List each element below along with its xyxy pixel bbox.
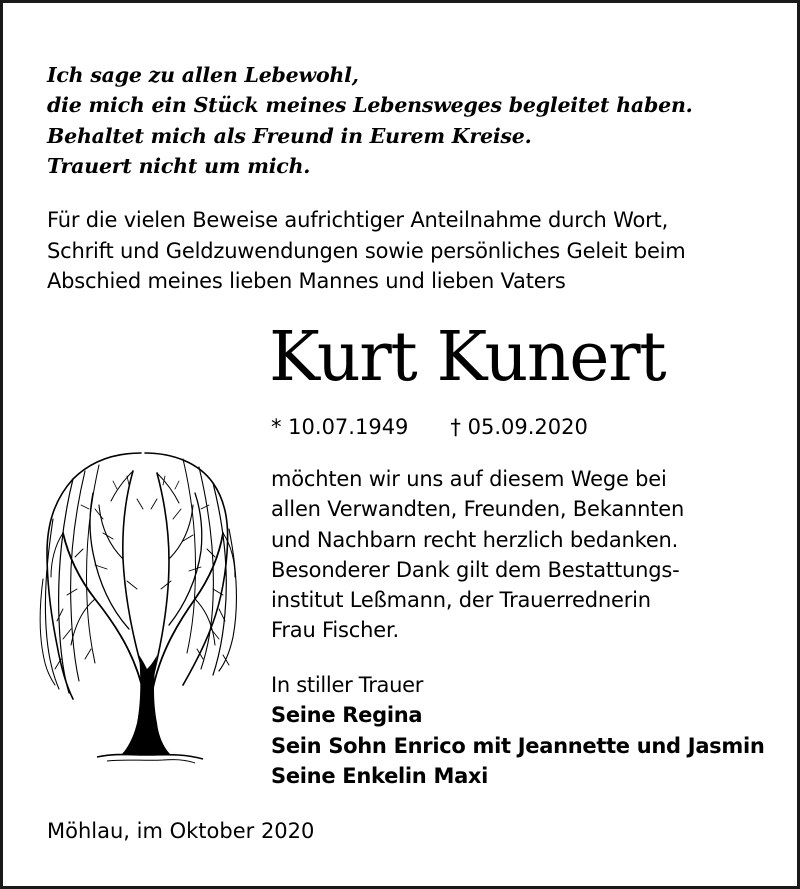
intro-line: Für die vielen Beweise aufrichtiger Anteilnahme durch Wort, [47,208,669,232]
intro-text [47,205,686,297]
poem-line: die mich ein Stück meines Lebensweges begleitet haben. [47,93,693,118]
intro-line: Schrift und Geldzuwendungen sowie persönliches Geleit beim [47,238,686,263]
thanks-line: Frau Fischer. [271,618,399,643]
life-dates [271,412,588,442]
mourner-name: Seine Enkelin Maxi [271,763,489,788]
mourners-block [271,670,765,791]
intro-line: Abschied meines lieben Mannes und lieben Vaters [47,269,566,293]
thanks-line: möchten wir uns auf diesem Wege bei [271,467,667,491]
thanks-line: und Nachbarn recht herzlich bedanken. [271,527,679,552]
weeping-tree-icon [33,449,247,765]
poem-line: Trauert nicht um mich. [47,153,311,178]
thanks-text [271,464,684,646]
birth-date: * 10.07.1949 [271,415,409,439]
deceased-name: Kurt Kunert [269,318,666,397]
mourner-name: Seine Regina [271,703,423,728]
mourner-name: Sein Sohn Enrico mit Jeannette und Jasmin [271,733,765,758]
poem [47,60,693,181]
poem-line: Behaltet mich als Freund in Eurem Kreise. [47,123,532,148]
place-date: Möhlau, im Oktober 2020 [47,819,315,843]
thanks-line: Besonderer Dank gilt dem Bestattungs- [271,557,680,582]
mourners-intro: In stiller Trauer [271,673,424,697]
poem-line: Ich sage zu allen Lebewohl, [47,63,359,87]
thanks-line: allen Verwandten, Freunden, Bekannten [271,497,685,522]
thanks-line: institut Leßmann, der Trauerrednerin [271,588,651,613]
death-date: † 05.09.2020 [450,415,588,439]
